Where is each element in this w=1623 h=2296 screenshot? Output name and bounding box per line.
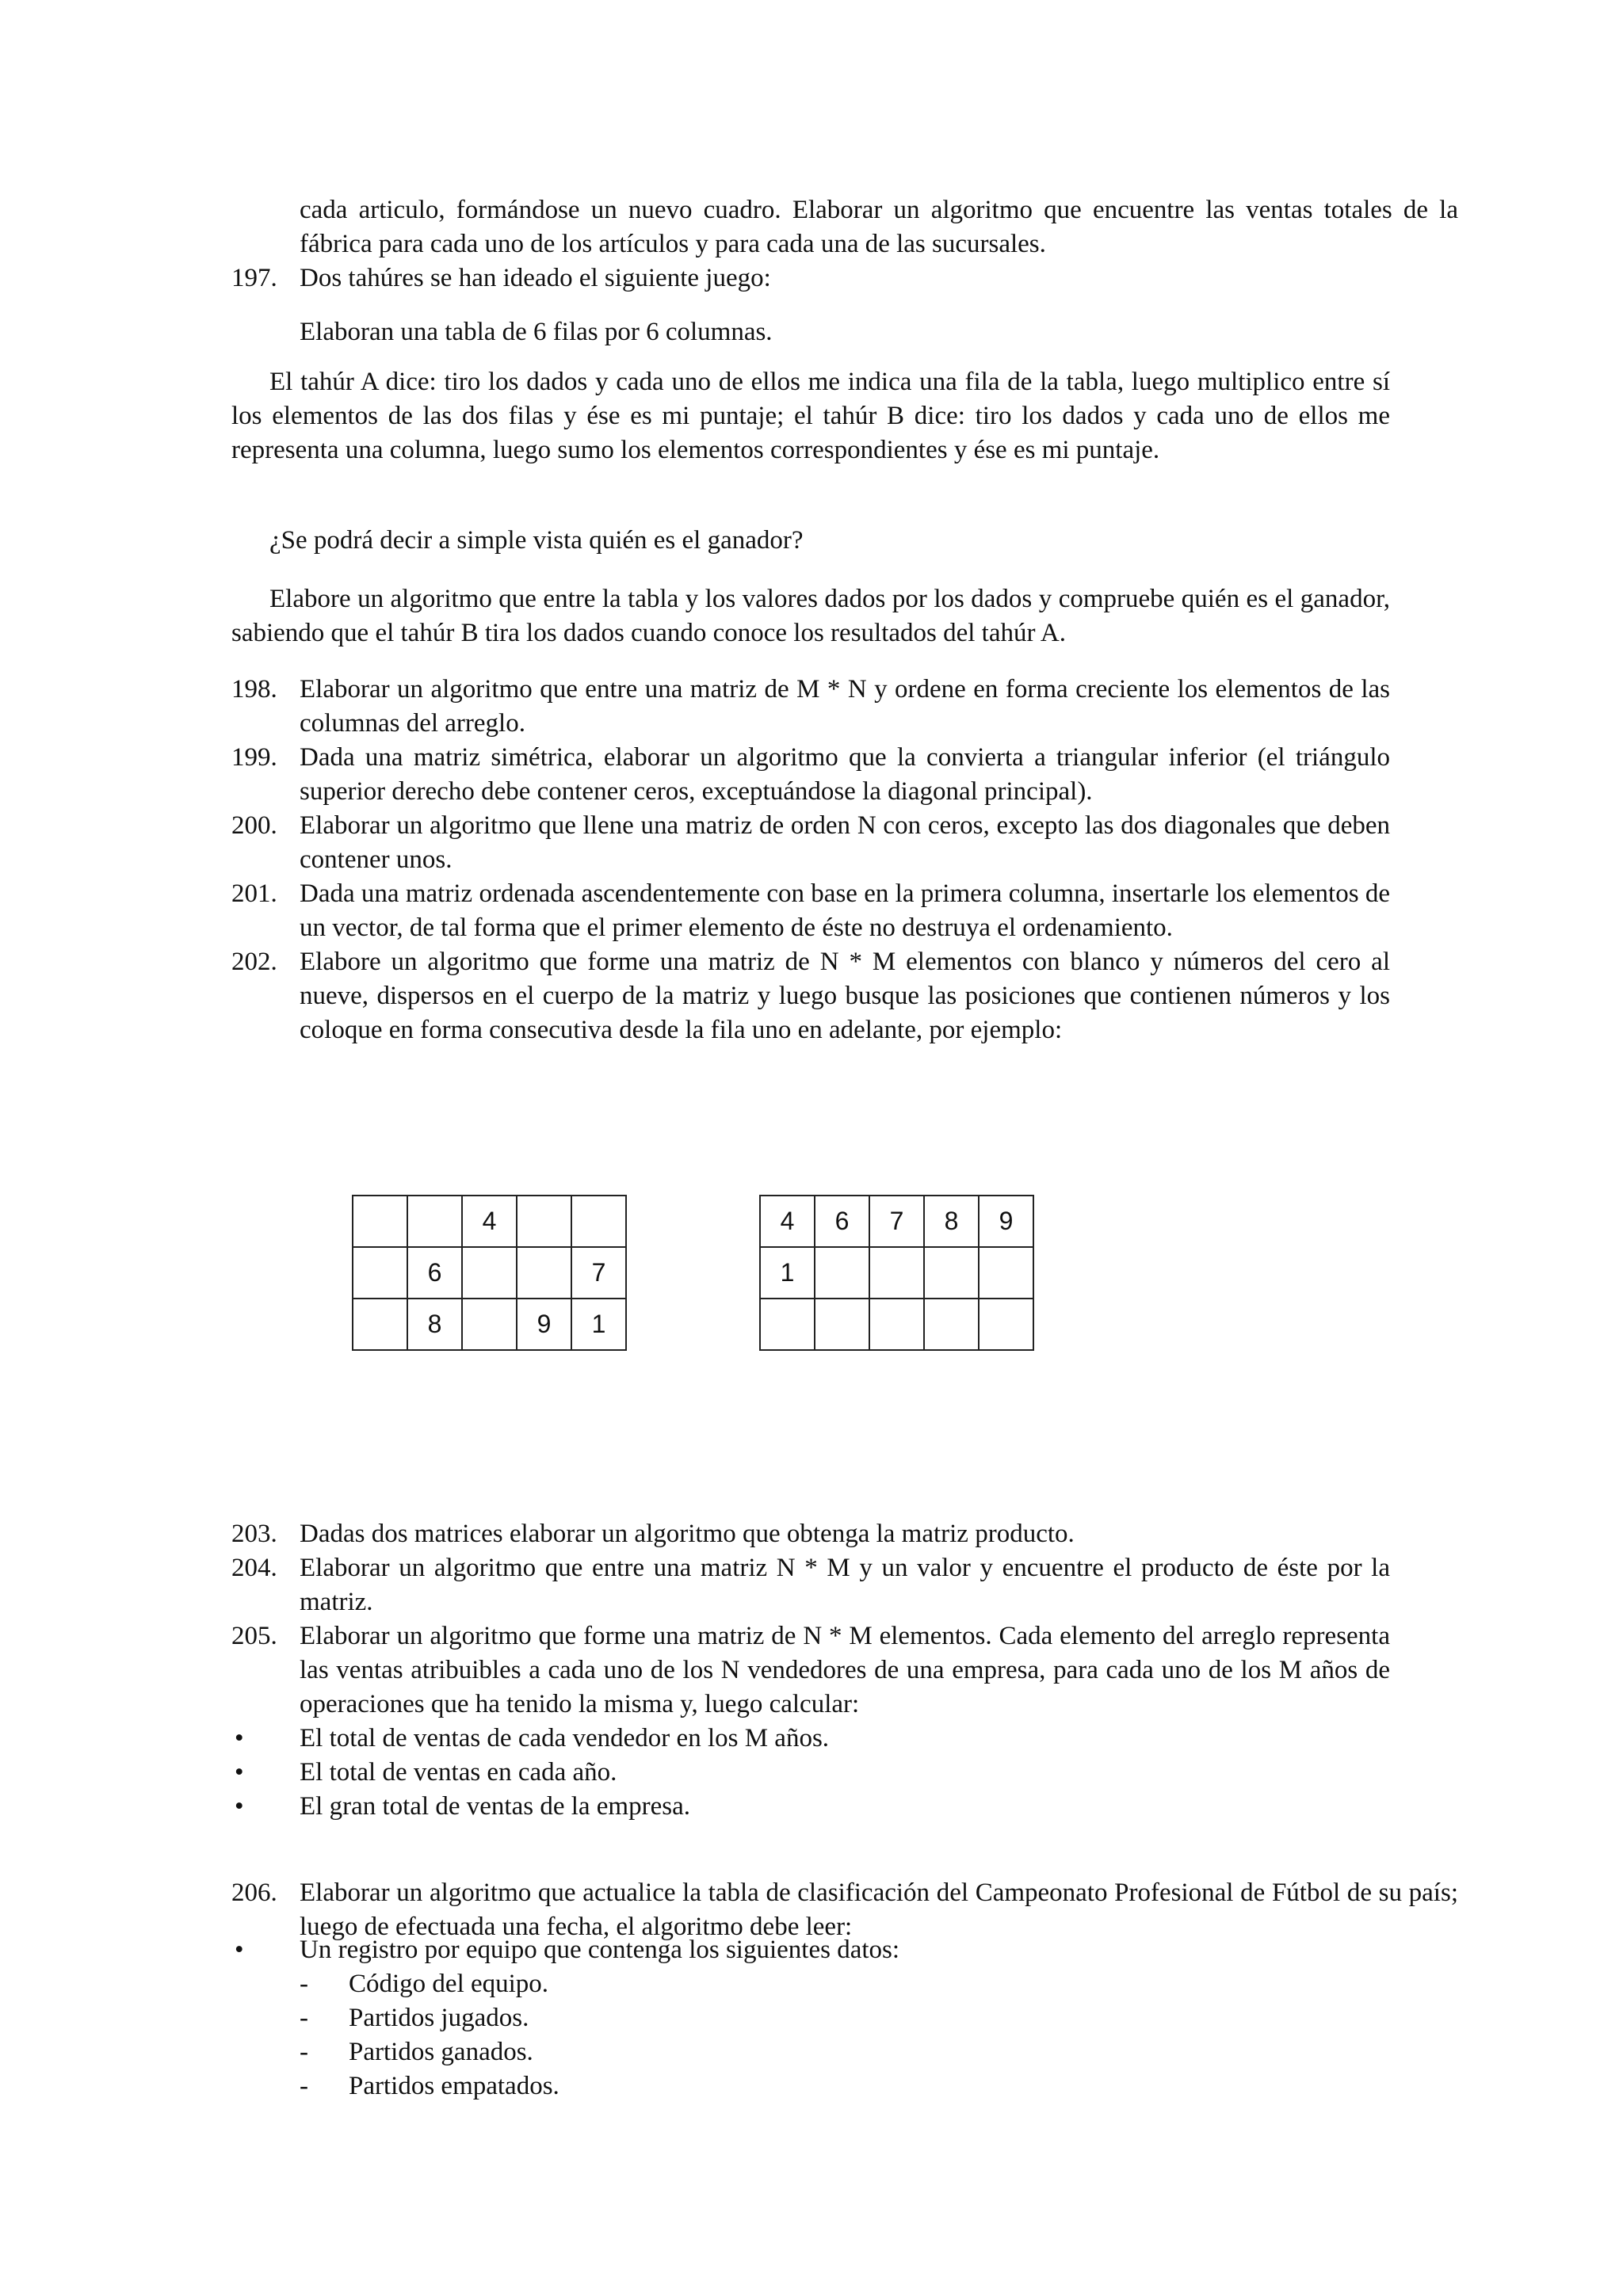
list-item (231, 877, 1390, 945)
list-item (231, 1551, 1390, 1619)
list-item (231, 809, 1390, 877)
matrix-cell (815, 1299, 869, 1350)
matrix-cell (979, 1299, 1033, 1350)
bullet-marker: • (235, 1792, 244, 1821)
matrix-cell: 1 (760, 1247, 815, 1299)
intro-paragraph: cada articulo, formándose un nuevo cuadro. Elaborar un algoritmo que encuentre las ventas totales de la fábrica para cada uno de los artículos y para cada una de las sucursales. (300, 196, 1458, 258)
matrix-cell (407, 1196, 462, 1247)
item-number: 205. (231, 1622, 277, 1650)
dash-marker: - (300, 1970, 308, 1998)
bullet-marker: • (235, 1936, 244, 1964)
bullet-item (231, 1722, 1390, 1756)
item-text: Dos tahúres se han ideado el siguiente juego: (300, 264, 771, 292)
matrix-cell (924, 1247, 979, 1299)
item-number: 206. (231, 1878, 277, 1907)
item-text: Dada una matriz simétrica, elaborar un algoritmo que la convierta a triangular inferior (el triángulo superior derecho debe contener ceros, exceptuándose la diagonal principal). (300, 743, 1390, 806)
dash-marker: - (300, 2072, 308, 2100)
item-number: 202. (231, 948, 277, 976)
list-item (231, 945, 1390, 1047)
matrix-cell: 4 (760, 1196, 815, 1247)
bullet-item (231, 1756, 1390, 1790)
matrix-cell (517, 1196, 571, 1247)
dash-item (231, 2035, 1390, 2069)
dash-item (231, 2069, 1390, 2103)
item-text: Elaborar un algoritmo que actualice la tabla de clasificación del Campeonato Profesional de Fútbol de su país; luego de efectuada una fecha, el algoritmo debe leer: (300, 1878, 1458, 1941)
item-text: Elaborar un algoritmo que llene una matriz de orden N con ceros, excepto las dos diagonales que deben contener unos. (300, 811, 1390, 874)
list-item (231, 1619, 1390, 1722)
dash-text: Partidos empatados. (349, 2072, 559, 2100)
bullet-text: Un registro por equipo que contenga los siguientes datos: (300, 1936, 900, 1964)
dash-item (231, 2001, 1390, 2035)
matrix-cell (462, 1299, 517, 1350)
matrix-cell (924, 1299, 979, 1350)
matrix-cell (869, 1299, 924, 1350)
item-text: Dadas dos matrices elaborar un algoritmo que obtenga la matriz producto. (300, 1520, 1075, 1548)
matrix-cell (353, 1247, 407, 1299)
dash-text: Partidos jugados. (349, 2004, 529, 2032)
matrix-cell (815, 1247, 869, 1299)
item-number: 203. (231, 1520, 277, 1548)
bullet-text: El total de ventas de cada vendedor en los M años. (300, 1724, 830, 1753)
dash-item (231, 1967, 1390, 2001)
dash-marker: - (300, 2038, 308, 2066)
item-number: 198. (231, 675, 277, 704)
item-197-sub: Elaboran una tabla de 6 filas por 6 columnas. (300, 318, 773, 346)
matrix-cell: 8 (924, 1196, 979, 1247)
item-text: Dada una matriz ordenada ascendentemente con base en la primera columna, insertarle los elementos de un vector, de tal forma que el primer elemento de éste no destruya el ordenamiento. (300, 879, 1390, 942)
item-number: 197. (231, 264, 277, 292)
dash-text: Partidos ganados. (349, 2038, 533, 2066)
item-number: 201. (231, 879, 277, 908)
item-number: 204. (231, 1554, 277, 1582)
bullet-text: El gran total de ventas de la empresa. (300, 1792, 690, 1821)
item-text: Elabore un algoritmo que forme una matriz de N * M elementos con blanco y números del cero al nueve, dispersos en el cuerpo de la matriz y luego busque las posiciones que contienen números y los coloque en forma consecutiva desde la fila uno en adelante, por ejemplo: (300, 948, 1390, 1044)
bullet-item (231, 1933, 1390, 1967)
list-item (231, 1517, 1390, 1551)
item-number: 200. (231, 811, 277, 840)
matrix-cell (760, 1299, 815, 1350)
bullet-item (231, 1790, 1390, 1824)
item-197-paragraph-2: ¿Se podrá decir a simple vista quién es el ganador? (269, 526, 804, 555)
matrix-cell (517, 1247, 571, 1299)
item-text: Elaborar un algoritmo que forme una matriz de N * M elementos. Cada elemento del arreglo representa las ventas atribuibles a cada uno de los N vendedores de una empresa, para cada uno de los M años de operaciones que ha tenido la misma y, luego calcular: (300, 1622, 1390, 1718)
dash-text: Código del equipo. (349, 1970, 549, 1998)
matrix-cell: 4 (462, 1196, 517, 1247)
matrix-cell: 1 (571, 1299, 626, 1350)
matrix-cell: 9 (517, 1299, 571, 1350)
matrix-cell (979, 1247, 1033, 1299)
matrix-cell: 6 (407, 1247, 462, 1299)
item-text: Elaborar un algoritmo que entre una matriz N * M y un valor y encuentre el producto de éste por la matriz. (300, 1554, 1390, 1616)
list-item (231, 673, 1390, 741)
matrix-cell (353, 1196, 407, 1247)
bullet-marker: • (235, 1724, 244, 1753)
item-text: Elaborar un algoritmo que entre una matriz de M * N y ordene en forma creciente los elementos de las columnas del arreglo. (300, 675, 1390, 738)
matrix-cell: 6 (815, 1196, 869, 1247)
bullet-marker: • (235, 1758, 244, 1787)
dash-marker: - (300, 2004, 308, 2032)
item-number: 199. (231, 743, 277, 772)
item-197-paragraph-3: Elabore un algoritmo que entre la tabla y los valores dados por los dados y compruebe quién es el ganador, sabiendo que el tahúr B tira los dados cuando conoce los resultados del tahúr A. (231, 585, 1390, 647)
matrix-cell (462, 1247, 517, 1299)
matrix-cell: 7 (571, 1247, 626, 1299)
matrix-cell: 7 (869, 1196, 924, 1247)
bullet-text: El total de ventas en cada año. (300, 1758, 617, 1787)
matrix-cell (571, 1196, 626, 1247)
item-197-paragraph-1: El tahúr A dice: tiro los dados y cada uno de ellos me indica una fila de la tabla, luego multiplico entre sí los elementos de las dos filas y ése es mi puntaje; el tahúr B dice: tiro los dados y cada uno de ellos me representa una columna, luego sumo los elementos correspondientes y ése es mi puntaje. (231, 368, 1390, 464)
item-197 (231, 261, 1458, 296)
matrix-before (352, 1195, 627, 1351)
item-206-details (231, 1933, 1390, 2103)
items-203-205 (231, 1517, 1390, 1824)
items-198-202 (231, 673, 1390, 1047)
matrix-cell (869, 1247, 924, 1299)
matrix-after (759, 1195, 1034, 1351)
matrix-cell: 9 (979, 1196, 1033, 1247)
matrix-cell (353, 1299, 407, 1350)
list-item (231, 741, 1390, 809)
matrix-cell: 8 (407, 1299, 462, 1350)
